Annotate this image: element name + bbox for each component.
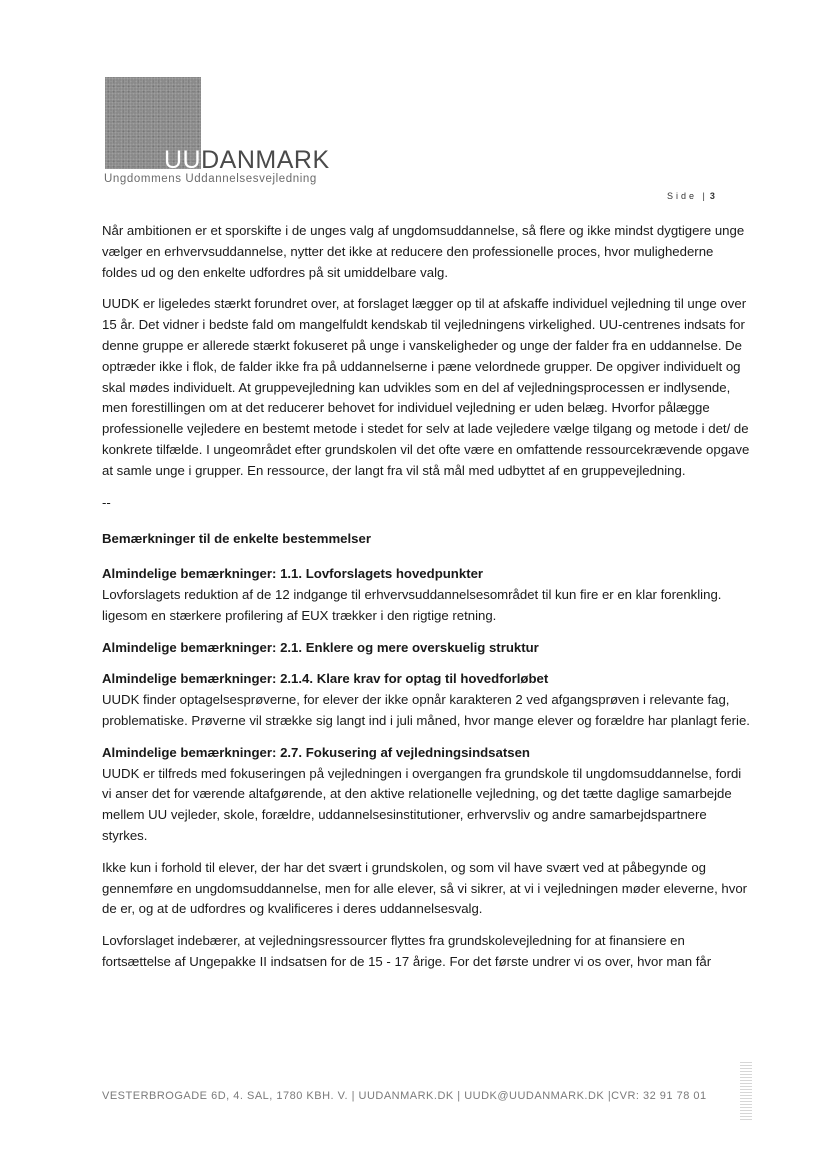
section-2-1-4 xyxy=(102,669,752,731)
scan-mark xyxy=(740,1062,752,1122)
footer-contact: VESTERBROGADE 6D, 4. SAL, 1780 KBH. V. | UUDANMARK.DK | UUDK@UUDANMARK.DK |CVR: 32 91 78 01 xyxy=(102,1090,707,1102)
section-2-1-4-title: Almindelige bemærkninger: 2.1.4. Klare krav for optag til hovedforløbet xyxy=(102,671,549,687)
section-2-1-title: Almindelige bemærkninger: 2.1. Enklere og mere overskuelig struktur xyxy=(102,639,539,655)
page-number xyxy=(667,191,715,201)
logo-uu: UU xyxy=(164,146,202,174)
section-heading: Bemærkninger til de enkelte bestemmelser xyxy=(102,531,371,547)
section-1-1-text: Lovforslagets reduktion af de 12 indgange til erhvervsuddannelsesområdet til kun fire er en klar forenkling. ligesom en stærkere profilering af EUX trækker i den rigtige retning. xyxy=(102,586,722,623)
paragraph-4: Lovforslaget indebærer, at vejledningsressourcer flyttes fra grundskolevejledning for at finansiere en fortsættelse af Ungepakke II indsatsen for de 15 - 17 årige. For det første undrer vi os over, hvor man får xyxy=(102,933,712,969)
section-1-1-title: Almindelige bemærkninger: 1.1. Lovforslagets hovedpunkter xyxy=(102,566,484,582)
paragraph-2: UUDK er ligeledes stærkt forundret over, at forslaget lægger op til at afskaffe individuel vejledning til unge over 15 år. Det vidner i bedste fald om mangelfuldt kendskab til vejledningens virkelighed. UU-centrenes indsats for denne gruppe er allerede stærkt fokuseret på unge i vanskeligheder og unge der falder fra en uddannelse. De optræder ikke i flok, de falder ikke fra på uddannelserne i pæne velordnede grupper. De opgiver individuelt og skal mødes individuelt. At gruppevejledning kan udvikles som en del af vejledningsprocessen er indlysende, men forestillingen om at det reducerer behovet for individuel vejledning er uden belæg. Hvorfor pålægge professionelle vejledere en bestemt metode i stedet for selv at lade vejledere vælge tilgang og metode i det/ de konkrete tilfælde. I ungeområdet efter grundskolen vil det ofte være en omfattende ressourcekrævende opgave at samle unge i grupper. En ressource, der langt fra vil stå mål med udbyttet af en gruppevejledning. xyxy=(102,296,750,478)
separator: -- xyxy=(102,494,111,510)
section-2-1-4-text: UUDK finder optagelsesprøverne, for elever der ikke opnår karakteren 2 ved afgangsprøven i relevante fag, problematiske. Prøverne vil strække sig langt ind i juli måned, hvor mange elever og forældre har planlagt ferie. xyxy=(102,692,750,728)
page-number-value: 3 xyxy=(709,191,715,201)
section-2-7-text: UUDK er tilfreds med fokuseringen på vejledningen i overgangen fra grundskole til ungdomsuddannelse, fordi vi anser det for værende altafgørende, at den aktive relationelle vejledning, og det tætte daglige samarbejde mellem UU vejleder, skole, forældre, uddannelsesinstitutioner, erhvervsliv og andre samarbejdspartnere styrkes. xyxy=(102,765,742,843)
logo-tagline: Ungdommens Uddannelsesvejledning xyxy=(104,173,317,185)
paragraph-1: Når ambitionen er et sporskifte i de unges valg af ungdomsuddannelse, så flere og ikke mindst dygtigere unge vælger en erhvervsuddannelse, nytter det ikke at reducere den professionelle proces, hvor mulighederne foldes ud og den enkelte udfordres på sit umiddelbare valg. xyxy=(102,223,745,280)
logo-wordmark xyxy=(164,145,330,175)
logo-danmark: DANMARK xyxy=(201,146,330,174)
section-2-7 xyxy=(102,743,752,847)
section-1-1 xyxy=(102,564,752,626)
section-2-1 xyxy=(102,638,752,659)
section-2-7-title: Almindelige bemærkninger: 2.7. Fokusering af vejledningsindsatsen xyxy=(102,744,530,760)
page-label: Side xyxy=(667,191,698,201)
page-separator: | xyxy=(702,191,708,201)
document-body xyxy=(102,221,752,984)
paragraph-3: Ikke kun i forhold til elever, der har det svært i grundskolen, og som vil have svært ved at påbegynde og gennemføre en ungdomsuddannelse, men for alle elever, så vi sikrer, at vi i vejledningen møder eleverne, hvor de er, og at de udfordres og kvalificeres i deres uddannelsesvalg. xyxy=(102,859,748,917)
